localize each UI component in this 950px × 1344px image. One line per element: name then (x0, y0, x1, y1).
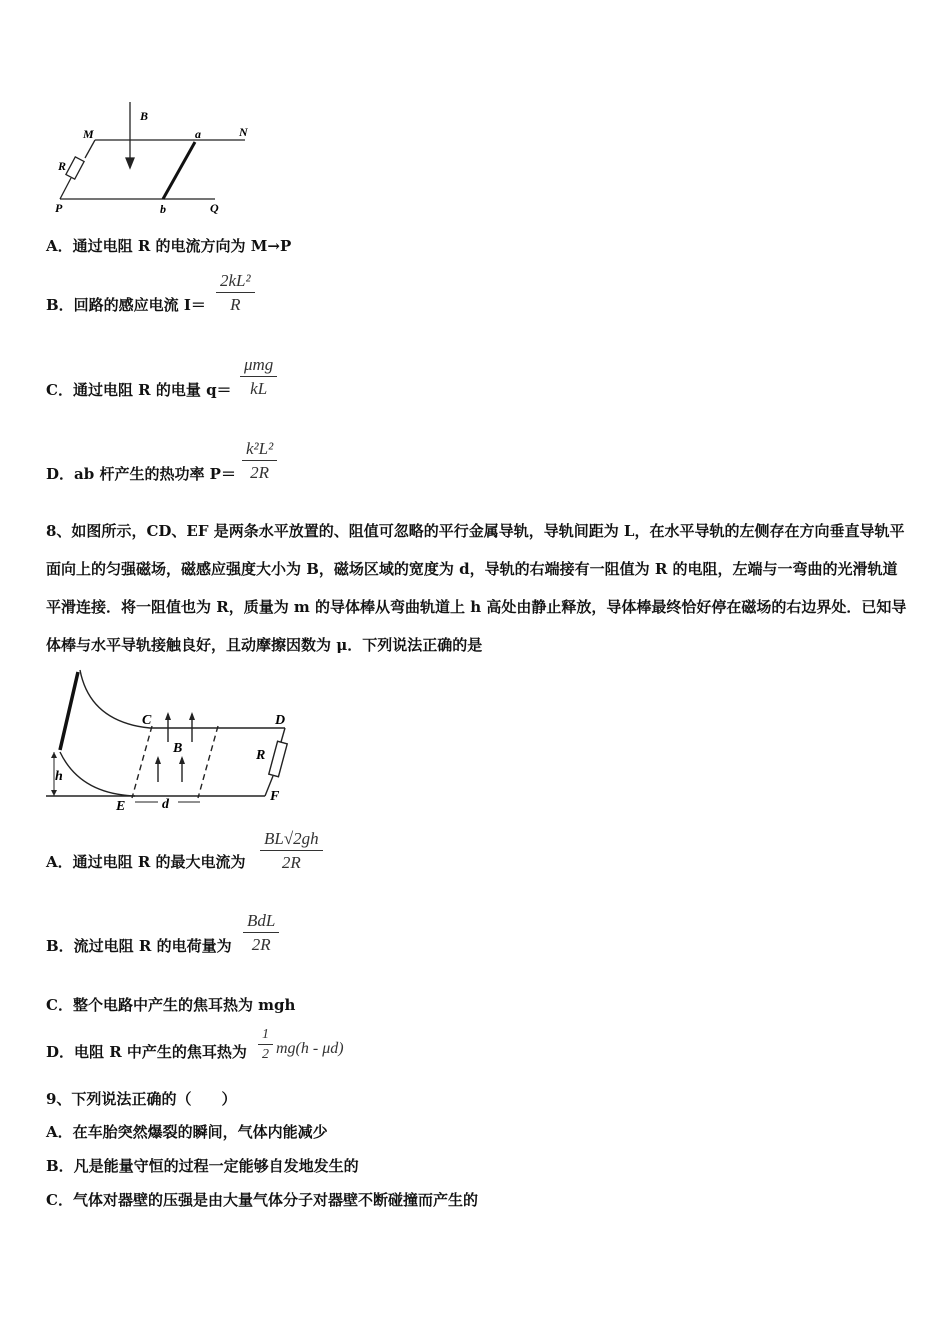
fraction-numerator: μmg (240, 354, 277, 377)
fraction-denominator: 2R (250, 463, 270, 482)
q7-option-b-fraction (216, 270, 255, 317)
fraction-denominator: kL (250, 379, 268, 398)
q7-option-d-text: D．ab 杆产生的热功率 P＝ (46, 465, 236, 483)
q9-option-c: C．气体对器壁的压强是由大量气体分子对器壁不断碰撞而产生的 (46, 1191, 478, 1209)
label-M: M (83, 127, 94, 141)
label-Q: Q (210, 201, 219, 215)
q9-stem: 9、下列说法正确的（ ） (46, 1090, 237, 1108)
label-D: D (275, 713, 286, 728)
figure-curved-track (40, 662, 310, 817)
label-F: F (270, 789, 280, 804)
q7-option-c-text: C．通过电阻 R 的电量 q＝ (46, 381, 232, 399)
q9-option-b: B．凡是能量守恒的过程一定能够自发地发生的 (46, 1157, 359, 1175)
fraction-denominator: 2 (262, 1047, 269, 1062)
q9-option-a: A．在车胎突然爆裂的瞬间，气体内能减少 (46, 1123, 328, 1141)
fraction-numerator: 2kL² (216, 270, 255, 293)
fraction-numerator: 1 (258, 1026, 273, 1045)
fraction-denominator: R (230, 295, 241, 314)
label-P: P (55, 201, 63, 215)
fraction-denominator: 2R (251, 935, 271, 954)
label-B: B (140, 109, 149, 123)
figure-rail-circuit (40, 100, 270, 225)
q8-stem: 8、如图所示，CD、EF 是两条水平放置的、阻值可忽略的平行金属导轨，导轨间距为 L，在水平导轨的左侧存在方向垂直导轨平面向上的匀强磁场，磁感应强度大小为 B，磁场区域的宽度为 d，导轨的右端接有一阻值为 R 的电阻，左端与一弯曲的光滑轨道平滑连接．将一阻值也为 R，质量为 m 的导体棒从弯曲轨道上 h 高处由静止释放，导体棒最终恰好停在磁场的右边界处．已知导体棒与水平导轨接触良好，且动摩擦因数为 μ．下列说法正确的是 (46, 522, 907, 654)
q8-option-b-fraction (243, 910, 279, 957)
label-C: C (142, 713, 152, 728)
fraction-numerator: k²L² (242, 438, 277, 461)
q8-option-a-text: A．通过电阻 R 的最大电流为 (46, 853, 246, 871)
q7-option-d-fraction (242, 438, 277, 485)
fraction-numerator: BdL (243, 910, 279, 933)
label-h: h (55, 769, 63, 784)
q8-option-a-fraction (260, 828, 323, 875)
label-B: B (173, 741, 183, 756)
q7-option-c-fraction (240, 354, 277, 401)
label-N: N (239, 125, 248, 139)
label-a: a (195, 127, 201, 141)
fraction-numerator: BL√2gh (260, 828, 323, 851)
fraction-denominator: 2R (281, 853, 301, 872)
q8-option-d-text: D．电阻 R 中产生的焦耳热为 (46, 1043, 247, 1061)
label-E: E (116, 799, 126, 814)
q8-option-c: C．整个电路中产生的焦耳热为 mgh (46, 996, 296, 1014)
q7-option-b-text: B．回路的感应电流 I＝ (46, 296, 206, 314)
q8-option-d-tail: mg(h - μd) (276, 1040, 344, 1057)
label-b: b (160, 202, 166, 216)
q7-option-a: A．通过电阻 R 的电流方向为 M→P (46, 237, 292, 255)
q8-option-d-fraction (258, 1026, 273, 1065)
q8-option-b-text: B．流过电阻 R 的电荷量为 (46, 937, 232, 955)
label-R: R (256, 748, 266, 763)
label-d: d (162, 797, 169, 812)
label-R: R (58, 159, 67, 173)
